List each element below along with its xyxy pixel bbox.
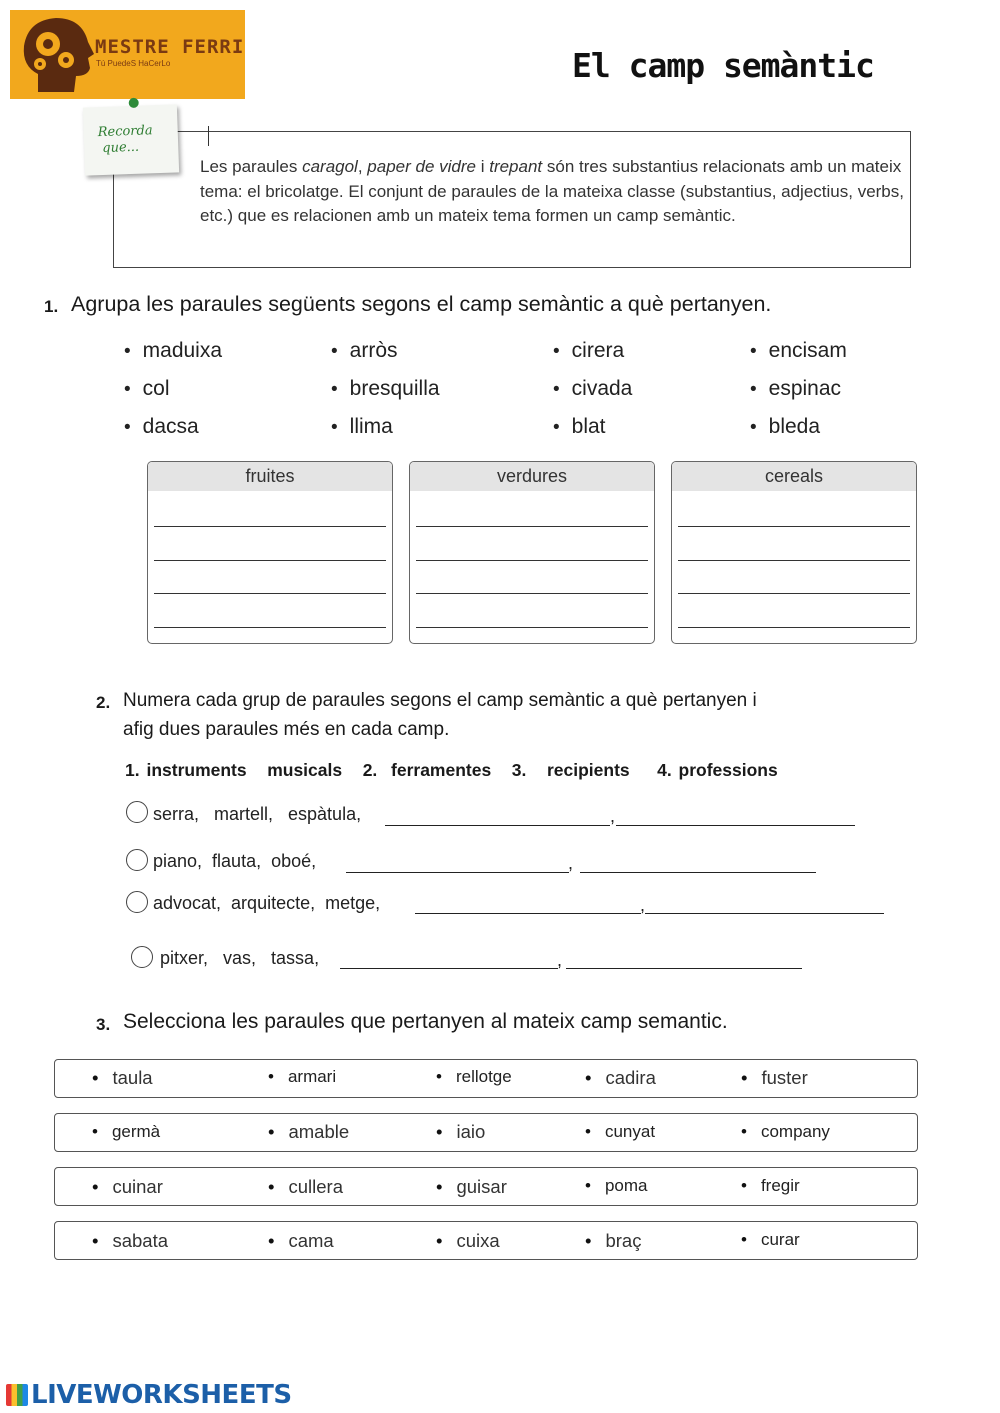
q1-word: • bresquilla (331, 377, 440, 401)
logo-tagline: Tú PuedeS HaCerLo (96, 59, 171, 68)
select-word[interactable]: • guisar (436, 1176, 507, 1198)
select-word[interactable]: • cadira (585, 1067, 656, 1089)
number-circle[interactable] (126, 891, 148, 913)
number-circle[interactable] (126, 801, 148, 823)
footer-brand (6, 1380, 292, 1410)
q1-number: 1. (44, 297, 59, 316)
answer-line[interactable] (678, 627, 910, 628)
answer-line[interactable] (385, 825, 610, 826)
q1-word: • bleda (750, 415, 820, 439)
select-word[interactable]: • curar (741, 1230, 800, 1250)
select-word[interactable]: • amable (268, 1121, 349, 1143)
answer-line[interactable] (678, 560, 910, 561)
brand-logo (10, 10, 245, 99)
remember-word-3: trepant (489, 157, 543, 176)
answer-line[interactable] (678, 593, 910, 594)
remember-word-1: caragol (302, 157, 358, 176)
select-word[interactable]: • germà (92, 1122, 160, 1142)
remember-post: són tres substantius relacionats amb un mateix tema: el bricolatge. El conjunt de paraules de la mateixa classe (substantius, adjectius, verbs, etc.) que es relacionen amb un mateix tema formen un camp semàntic. (200, 157, 904, 225)
remember-pre: Les paraules (200, 157, 303, 176)
answer-line[interactable] (416, 526, 648, 527)
column-header: cereals (672, 462, 916, 491)
column-fruites (147, 461, 393, 644)
q1-word: • dacsa (124, 415, 199, 439)
select-word[interactable]: • rellotge (436, 1067, 512, 1087)
remember-text (200, 155, 905, 229)
answer-line[interactable] (154, 627, 386, 628)
q2-number: 2. (96, 693, 111, 712)
q1-word: • maduixa (124, 339, 222, 363)
select-word[interactable]: • iaio (436, 1121, 485, 1143)
select-word[interactable]: • fregir (741, 1176, 800, 1196)
comma: , (640, 895, 646, 915)
answer-line[interactable] (415, 913, 641, 914)
select-word[interactable]: • taula (92, 1067, 153, 1089)
answer-line[interactable] (566, 968, 802, 969)
answer-line[interactable] (154, 526, 386, 527)
answer-line[interactable] (678, 526, 910, 527)
q1-word: • llima (331, 415, 393, 439)
q2-line-1: Numera cada grup de paraules segons el camp semàntic a què pertanyen i (123, 690, 757, 711)
number-circle[interactable] (126, 849, 148, 871)
select-word[interactable]: • cuinar (92, 1176, 163, 1198)
answer-line[interactable] (154, 560, 386, 561)
q2-legend: 1. instruments musicals 2. ferramentes 3. recipients 4. professions (125, 760, 778, 780)
word-group: piano, flauta, oboé, (153, 851, 317, 871)
q1-text: Agrupa les paraules següents segons el camp semàntic a què pertanyen. (71, 292, 772, 316)
answer-line[interactable] (580, 872, 816, 873)
number-circle[interactable] (131, 946, 153, 968)
remember-word-2: paper de vidre (367, 157, 476, 176)
note-line-1: Recorda (97, 123, 153, 141)
select-word[interactable]: • braç (585, 1230, 641, 1252)
select-word[interactable]: • cama (268, 1230, 334, 1252)
q1-word: • cirera (553, 339, 624, 363)
select-word[interactable]: • cunyat (585, 1122, 655, 1142)
word-group: serra, martell, espàtula, (153, 804, 362, 824)
q1-word: • espinac (750, 377, 841, 401)
column-header: verdures (410, 462, 654, 491)
remember-sep: i (475, 157, 490, 176)
column-verdures (409, 461, 655, 644)
answer-line[interactable] (416, 627, 648, 628)
column-header: fruites (148, 462, 392, 491)
column-cereals (671, 461, 917, 644)
q3-text: Selecciona les paraules que pertanyen al mateix camp semantic. (123, 1010, 728, 1033)
select-word[interactable]: • cuixa (436, 1230, 500, 1252)
q1-word: • civada (553, 377, 632, 401)
answer-line[interactable] (645, 913, 884, 914)
select-word[interactable]: • armari (268, 1067, 336, 1087)
q1-word: • arròs (331, 339, 398, 363)
liveworksheets-logo-icon (6, 1384, 28, 1406)
select-word[interactable]: • fuster (741, 1067, 808, 1089)
answer-line[interactable] (346, 872, 569, 873)
select-word[interactable]: • cullera (268, 1176, 343, 1198)
pin-icon (129, 98, 139, 108)
comma: , (568, 853, 574, 873)
comma: , (610, 806, 616, 826)
word-group: advocat, arquitecte, metge, (153, 893, 381, 913)
q1-word: • col (124, 377, 170, 401)
word-group: pitxer, vas, tassa, (160, 948, 320, 968)
answer-line[interactable] (154, 593, 386, 594)
note-line-2: que... (102, 139, 140, 157)
answer-line[interactable] (416, 560, 648, 561)
answer-line[interactable] (340, 968, 558, 969)
answer-line[interactable] (416, 593, 648, 594)
footer-text: LIVEWORKSHEETS (31, 1380, 292, 1410)
comma: , (557, 950, 563, 970)
page-title: El camp semàntic (572, 46, 874, 85)
select-word[interactable]: • poma (585, 1176, 647, 1196)
q3-number: 3. (96, 1015, 111, 1034)
q1-word: • encisam (750, 339, 847, 363)
q2-line-2: afig dues paraules més en cada camp. (123, 719, 450, 740)
select-word[interactable]: • company (741, 1122, 830, 1142)
answer-line[interactable] (616, 825, 855, 826)
select-word[interactable]: • sabata (92, 1230, 168, 1252)
sticky-note (83, 104, 179, 175)
remember-sep: , (357, 157, 368, 176)
head-gears-icon (18, 14, 96, 94)
q1-word: • blat (553, 415, 606, 439)
logo-brand: MESTRE FERRI (95, 36, 245, 58)
